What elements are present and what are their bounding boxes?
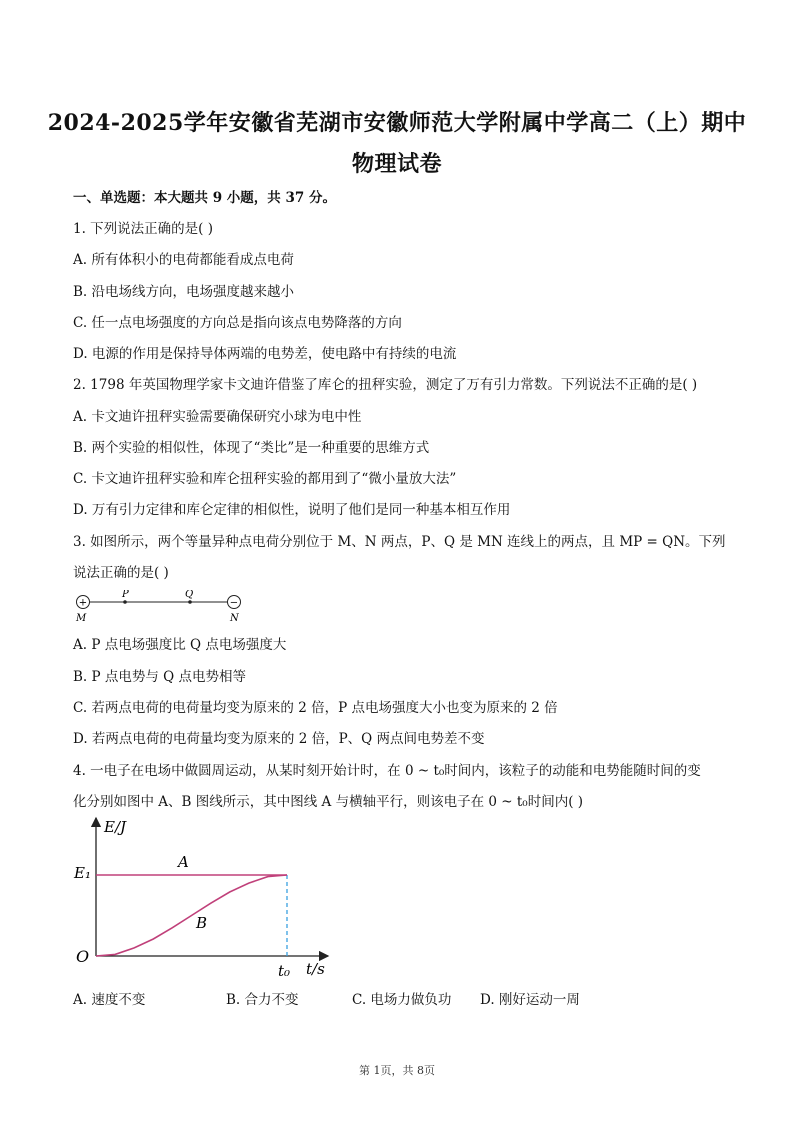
q2-option-c: C. 卡文迪许扭秤实验和库仑扭秤实验的都用到了“微小量放大法”	[73, 471, 457, 487]
q1-option-a: A. 所有体积小的电荷都能看成点电荷	[73, 252, 294, 268]
q4-option-b: B. 合力不变	[226, 992, 299, 1008]
label-q: Q	[185, 590, 194, 600]
q3-stem-line-1: 3. 如图所示，两个等量异种点电荷分别位于 M、N 两点，P、Q 是 MN 连线上的两点，且 MP = QN。下列	[73, 534, 726, 550]
origin-label: O	[76, 947, 90, 966]
q2-option-b: B. 两个实验的相似性，体现了“类比”是一种重要的思维方式	[73, 440, 430, 456]
title-line-2: 物理试卷	[351, 151, 442, 177]
q4-energy-chart	[70, 810, 340, 980]
x-tick-label: t₀	[278, 962, 291, 980]
point-p-dot	[123, 600, 127, 604]
q1-option-b: B. 沿电场线方向，电场强度越来越小	[73, 284, 295, 300]
q4-option-a: A. 速度不变	[73, 992, 146, 1008]
q4-option-c: C. 电场力做负功	[352, 992, 452, 1008]
label-m: M	[76, 613, 87, 624]
q3-option-a: A. P 点电场强度比 Q 点电场强度大	[73, 637, 287, 653]
q2-option-a: A. 卡文迪许扭秤实验需要确保研究小球为电中性	[73, 409, 362, 425]
q4-option-d: D. 刚好运动一周	[480, 992, 580, 1008]
q2-option-d: D. 万有引力定律和库仑定律的相似性，说明了他们是同一种基本相互作用	[73, 502, 511, 518]
label-p: P	[122, 590, 129, 600]
series-b-label: B	[196, 914, 208, 932]
x-axis-label: t/s	[306, 960, 325, 978]
q3-charge-figure	[70, 590, 260, 626]
minus-sign: −	[229, 597, 239, 609]
q4-stem-line-2: 化分别如图中 A、B 图线所示，其中图线 A 与横轴平行，则该电子在 0 ~ t₀时间内( )	[73, 794, 584, 810]
plus-sign: +	[78, 597, 88, 609]
title-line-1: 2024-2025学年安徽省芜湖市安徽师范大学附属中学高二（上）期中	[47, 110, 747, 136]
series-a-label: A	[178, 853, 189, 871]
y-axis-label: E/J	[104, 818, 127, 836]
q3-option-c: C. 若两点电荷的电荷量均变为原来的 2 倍，P 点电场强度大小也变为原来的 2 倍	[73, 700, 558, 716]
q2-stem: 2. 1798 年英国物理学家卡文迪许借鉴了库仑的扭秤实验，测定了万有引力常数。下列说法不正确的是( )	[73, 377, 698, 393]
label-n: N	[230, 613, 239, 624]
q4-stem-line-1: 4. 一电子在电场中做圆周运动，从某时刻开始计时，在 0 ~ t₀时间内，该粒子的动能和电势能随时间的变	[73, 763, 701, 779]
section-heading: 一、单选题：本大题共 9 小题，共 37 分。	[73, 190, 336, 206]
q3-stem-line-2: 说法正确的是( )	[73, 565, 169, 581]
q1-option-c: C. 任一点电场强度的方向总是指向该点电势降落的方向	[73, 315, 402, 331]
q1-option-d: D. 电源的作用是保持导体两端的电势差，使电路中有持续的电流	[73, 346, 457, 362]
series-b-line	[96, 875, 287, 956]
point-q-dot	[188, 600, 192, 604]
page-footer: 第 1页，共 8页	[359, 1064, 435, 1077]
q1-stem: 1. 下列说法正确的是( )	[73, 221, 213, 237]
q3-option-b: B. P 点电势与 Q 点电势相等	[73, 669, 247, 685]
q3-option-d: D. 若两点电荷的电荷量均变为原来的 2 倍，P、Q 两点间电势差不变	[73, 731, 485, 747]
y-tick-label: E₁	[74, 864, 91, 882]
